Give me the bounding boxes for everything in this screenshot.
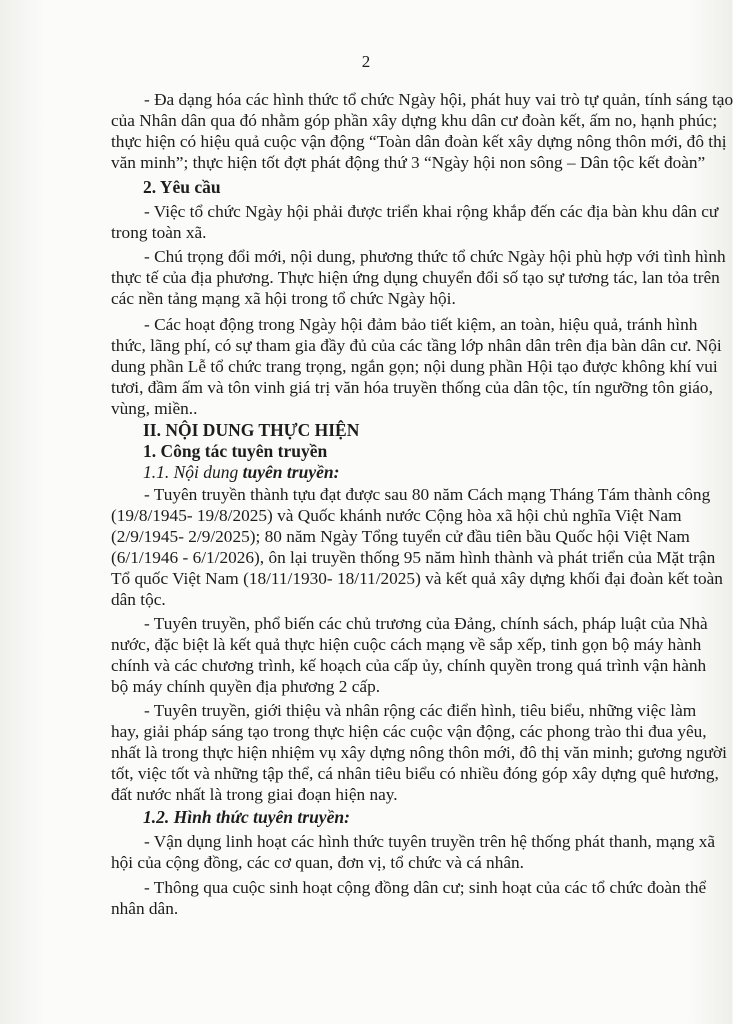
text-line: hội của cộng đồng, các cơ quan, đơn vị, tổ chức và cá nhân. xyxy=(111,853,524,872)
section-heading: II. NỘI DUNG THỰC HIỆN xyxy=(143,420,360,440)
heading-text: 1.1. Nội dung xyxy=(143,462,243,482)
text-line: nhân dân. xyxy=(111,899,179,918)
text-line: tươi, đầm ấm và tôn vinh giá trị văn hóa truyền thống của dân tộc, tín ngưỡng tôn giáo, xyxy=(111,378,713,397)
text-line: - Việc tổ chức Ngày hội phải được triển khai rộng khắp đến các địa bàn khu dân cư xyxy=(144,202,719,221)
text-line: - Đa dạng hóa các hình thức tổ chức Ngày hội, phát huy vai trò tự quản, tính sáng tạo xyxy=(144,90,733,109)
text-line: hay, giải pháp sáng tạo trong thực hiện các cuộc vận động, các phong trào thi đua yêu, xyxy=(111,722,707,741)
text-line: văn minh”; thực hiện tốt đợt phát động thứ 3 “Ngày hội non sông – Dân tộc kết đoàn” xyxy=(111,153,706,172)
text-line: vùng, miền.. xyxy=(111,399,198,418)
text-line: dân tộc. xyxy=(111,590,166,609)
text-line: - Tuyên truyền thành tựu đạt được sau 80 năm Cách mạng Tháng Tám thành công xyxy=(144,485,711,504)
text-line: - Tuyên truyền, giới thiệu và nhân rộng các điển hình, tiêu biểu, những việc làm xyxy=(144,701,697,720)
text-line: thực hiện có hiệu quả cuộc vận động “Toàn dân đoàn kết xây dựng nông thôn mới, đô thị xyxy=(111,132,727,151)
paragraph xyxy=(111,246,726,309)
text-line: - Chú trọng đổi mới, nội dung, phương thức tổ chức Ngày hội phù hợp với tình hình xyxy=(144,247,726,266)
text-line: (19/8/1945- 19/8/2025) và Quốc khánh nước Cộng hòa xã hội chủ nghĩa Việt Nam xyxy=(111,506,682,525)
text-line: (2/9/1945- 2/9/2025); 80 năm Ngày Tổng tuyển cử đầu tiên bầu Quốc hội Việt Nam xyxy=(111,527,690,546)
heading-text-bold: tuyên truyền: xyxy=(242,462,340,482)
text-line: các nền tảng mạng xã hội trong tổ chức Ngày hội. xyxy=(111,289,456,308)
text-line: nhất là trong thực hiện nhiệm vụ xây dựng nông thôn mới, đô thị văn minh; gương người xyxy=(111,743,727,762)
text-line: nước, đặc biệt là kết quả thực hiện cuộc cách mạng về sắp xếp, tinh gọn bộ máy hành xyxy=(111,635,702,654)
section-heading: 1. Công tác tuyên truyền xyxy=(143,441,328,461)
paragraph xyxy=(111,89,733,173)
paragraph xyxy=(111,831,716,873)
section-heading: 1.2. Hình thức tuyên truyền: xyxy=(143,807,350,827)
text-line: thức, lãng phí, có sự tham gia đầy đủ của các tầng lớp nhân dân trên địa bàn dân cư. Nội xyxy=(111,336,722,355)
text-line: trong toàn xã. xyxy=(111,223,207,242)
text-line: tốt, việc tốt và những tập thể, cá nhân tiêu biểu có nhiều đóng góp xây dựng quê hương, xyxy=(111,764,719,783)
text-line: thực tế của địa phương. Thực hiện ứng dụng chuyển đổi số tạo sự tương tác, lan tỏa trên xyxy=(111,268,720,287)
paragraph xyxy=(111,484,723,610)
paragraph xyxy=(111,700,727,805)
text-line: - Tuyên truyền, phổ biến các chủ trương của Đảng, chính sách, pháp luật của Nhà xyxy=(144,614,708,633)
text-line: chính và các chương trình, kế hoạch của cấp ủy, chính quyền trong quá trình vận hành xyxy=(111,656,707,675)
paragraph xyxy=(111,201,719,243)
paragraph xyxy=(111,877,707,919)
text-line: đất nước nhất là trong giai đoạn hiện nay. xyxy=(111,785,398,804)
text-line: Tổ quốc Việt Nam (18/11/1930- 18/11/2025) và kết quả xây dựng khối đại đoàn kết toàn xyxy=(111,569,723,588)
section-heading: 2. Yêu cầu xyxy=(143,177,221,197)
paragraph xyxy=(111,314,722,419)
text-line: bộ máy chính quyền địa phương 2 cấp. xyxy=(111,677,381,696)
text-line: - Các hoạt động trong Ngày hội đảm bảo tiết kiệm, an toàn, hiệu quả, tránh hình xyxy=(144,315,698,334)
section-heading xyxy=(143,462,339,483)
text-line: dung phần Lễ tổ chức trang trọng, ngắn gọn; nội dung phần Hội tạo được không khí vui xyxy=(111,357,718,376)
text-line: - Thông qua cuộc sinh hoạt cộng đồng dân cư; sinh hoạt của các tổ chức đoàn thể xyxy=(144,878,707,897)
text-line: của Nhân dân qua đó nhằm góp phần xây dựng khu dân cư đoàn kết, ấm no, hạnh phúc; xyxy=(111,111,718,130)
paragraph xyxy=(111,613,708,697)
text-line: - Vận dụng linh hoạt các hình thức tuyên truyền trên hệ thống phát thanh, mạng xã xyxy=(144,832,716,851)
page-number: 2 xyxy=(361,52,371,71)
text-line: (6/1/1946 - 6/1/2026), ôn lại truyền thống 95 năm hình thành và phát triển của Mặt trận xyxy=(111,548,716,567)
